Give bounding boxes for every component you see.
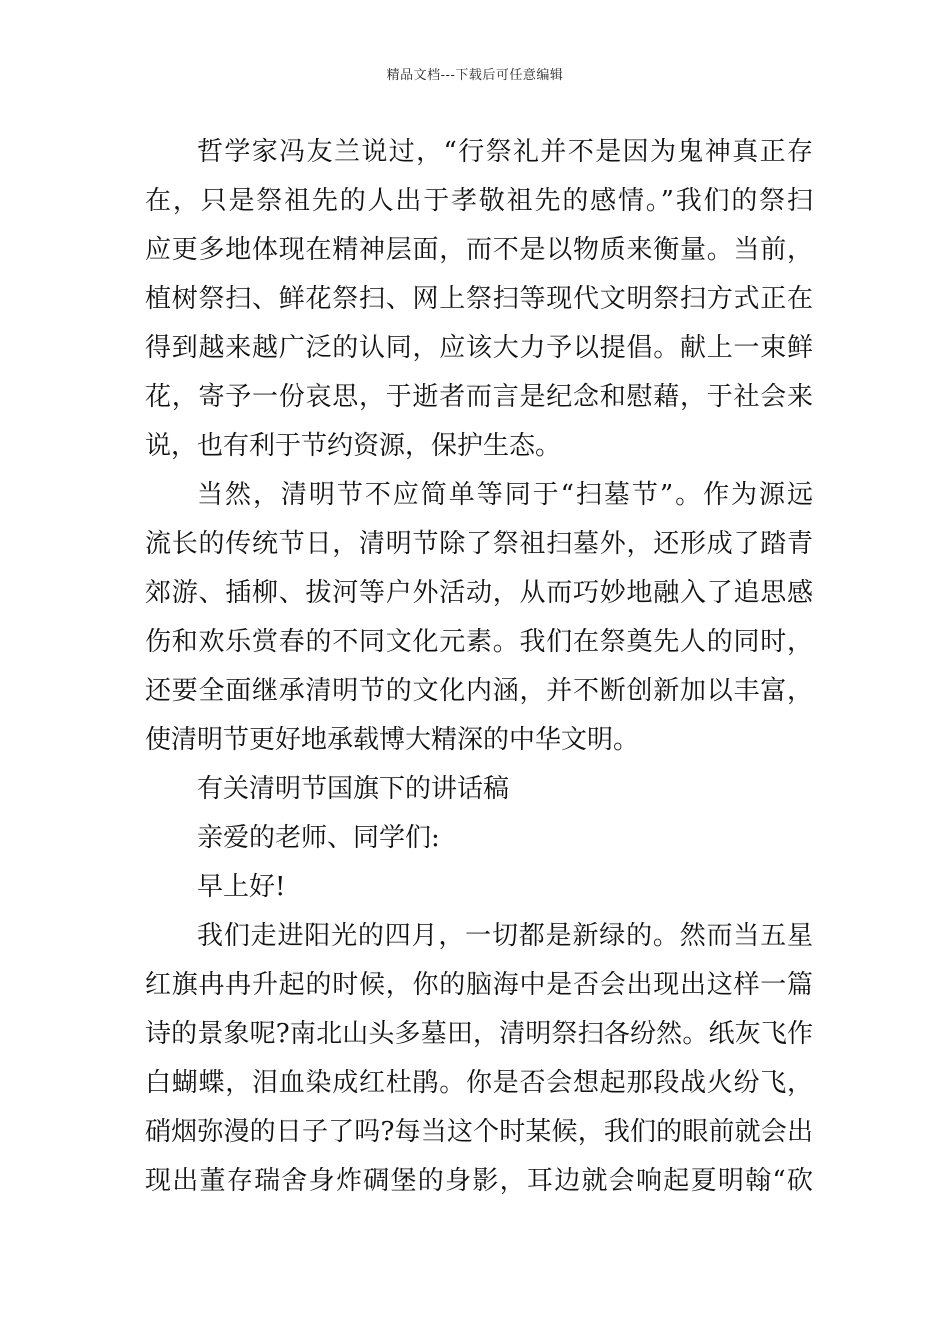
paragraph-line: 花，寄予一份哀思，于逝者而言是纪念和慰藉，于社会来 [145, 382, 813, 412]
paragraph-line: 流长的传统节日，清明节除了祭祖扫墓外，还形成了踏青 [145, 529, 813, 559]
paragraph-line: 伤和欢乐赏春的不同文化元素。我们在祭奠先人的同时， [145, 627, 813, 657]
paragraph-line: 植树祭扫、鲜花祭扫、网上祭扫等现代文明祭扫方式正在 [145, 284, 813, 314]
paragraph-line: 在，只是祭祖先的人出于孝敬祖先的感情。”我们的祭扫 [145, 186, 813, 216]
paragraph-line: 白蝴蝶，泪血染成红杜鹃。你是否会想起那段战火纷飞， [145, 1068, 813, 1098]
paragraph-line: 红旗冉冉升起的时候，你的脑海中是否会出现出这样一篇 [145, 970, 813, 1000]
paragraph-line: 还要全面继承清明节的文化内涵，并不断创新加以丰富， [145, 676, 813, 706]
paragraph-line: 当然，清明节不应简单等同于“扫墓节”。作为源远 [197, 480, 813, 510]
paragraph-line: 我们走进阳光的四月，一切都是新绿的。然而当五星 [197, 921, 813, 951]
paragraph-line: 现出董存瑞舍身炸碉堡的身影，耳边就会响起夏明翰“砍 [145, 1166, 813, 1196]
section-title: 有关清明节国旗下的讲话稿 [197, 774, 510, 804]
paragraph-line: 诗的景象呢?南北山头多墓田，清明祭扫各纷然。纸灰飞作 [145, 1019, 813, 1049]
paragraph-line: 使清明节更好地承载博大精深的中华文明。 [145, 725, 640, 755]
greeting: 早上好! [197, 872, 286, 902]
salutation: 亲爱的老师、同学们: [197, 823, 440, 853]
page-header: 精品文档---下载后可任意编辑 [386, 68, 564, 83]
paragraph-line: 哲学家冯友兰说过，“行祭礼并不是因为鬼神真正存 [197, 137, 813, 167]
paragraph-line: 郊游、插柳、拔河等户外活动，从而巧妙地融入了追思感 [145, 578, 813, 608]
document-body [145, 128, 813, 1206]
paragraph-line: 得到越来越广泛的认同，应该大力予以提倡。献上一束鲜 [145, 333, 813, 363]
paragraph-line: 说，也有利于节约资源，保护生态。 [145, 431, 562, 461]
paragraph-line: 硝烟弥漫的日子了吗?每当这个时某候，我们的眼前就会出 [145, 1117, 813, 1147]
paragraph-line: 应更多地体现在精神层面，而不是以物质来衡量。当前， [145, 235, 813, 265]
